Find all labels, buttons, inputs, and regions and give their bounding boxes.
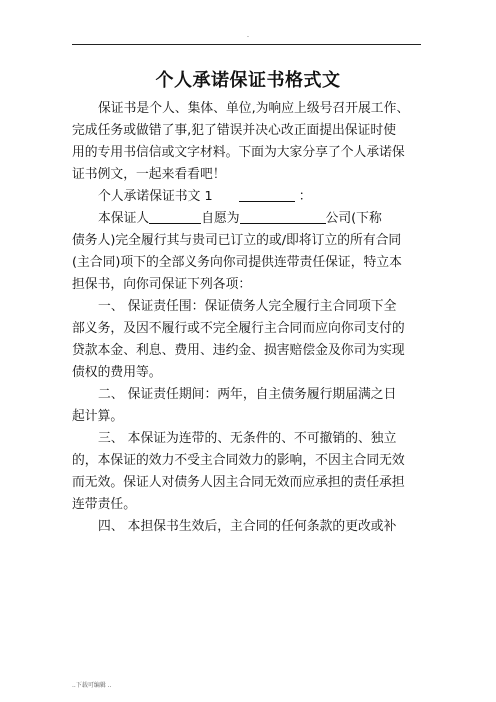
header-rule (72, 44, 421, 45)
clause-3-line: 连带责任。 (72, 497, 136, 512)
sample-heading (72, 186, 422, 208)
header-mark: - (246, 33, 250, 40)
document-title: 个人承诺保证书格式文 (155, 70, 341, 91)
clause-3-line: 而无效。保证人对债务人因主合同无效而应承担的责任承担 (72, 475, 405, 490)
clause-intro-middle: 自愿为 (201, 211, 240, 226)
clause-4-line: 四、 本担保书生效后，主合同的任何条款的更改或补 (98, 519, 397, 534)
clause-1-line: 部义务，及因不履行或不完全履行主合同而应向你司支付的 (72, 321, 405, 336)
clause-3-line: 三、 本保证为连带的、无条件的、不可撤销的、独立 (98, 431, 397, 446)
clause-intro-line: 担保书，向你司保证下列各项： (72, 277, 252, 292)
clause-1-line: 债权的费用等。 (72, 365, 162, 380)
document-body (72, 98, 422, 538)
guarantor-blank (149, 209, 201, 224)
clause-1-line: 贷款本金、利息、费用、违约金、损害赔偿金及你司为实现 (72, 343, 405, 358)
company-blank (240, 209, 326, 224)
clause-intro-line: 债务人)完全履行其与贵司已订立的或/即将订立的所有合同 (72, 233, 402, 248)
clause-2-line: 起计算。 (72, 409, 124, 424)
clause-1-line: 一、 保证责任围：保证债务人完全履行主合同项下全 (98, 299, 397, 314)
intro-line: 证书例文，一起来看看吧！ (72, 167, 226, 182)
clause-intro-prefix: 本保证人 (98, 211, 150, 226)
intro-line: 保证书是个人、集体、单位,为响应上级号召开展工作、 (98, 101, 410, 116)
footer-mark: ..下载可编辑 .. (72, 682, 112, 689)
clause-intro-line: (主合同)项下的全部义务向你司提供连带责任保证，特立本 (72, 255, 402, 270)
heading-blank (239, 187, 295, 202)
clause-3-line: 的，本保证的效力不受主合同效力的影响，不因主合同无效 (72, 453, 405, 468)
clause-2-line: 二、 保证责任期间：两年，自主债务履行期届满之日 (98, 387, 397, 402)
intro-line: 用的专用书信信或文字材料。下面为大家分享了个人承诺保 (72, 145, 405, 160)
intro-line: 完成任务或做错了事,犯了错误并决心改正面提出保证时使 (72, 123, 396, 138)
clause-intro-first-line (72, 208, 422, 230)
sample-heading-text: 个人承诺保证书文 1 (98, 189, 213, 204)
sample-heading-suffix: ： (298, 189, 312, 204)
clause-intro-suffix: 公司(下称 (325, 211, 382, 226)
